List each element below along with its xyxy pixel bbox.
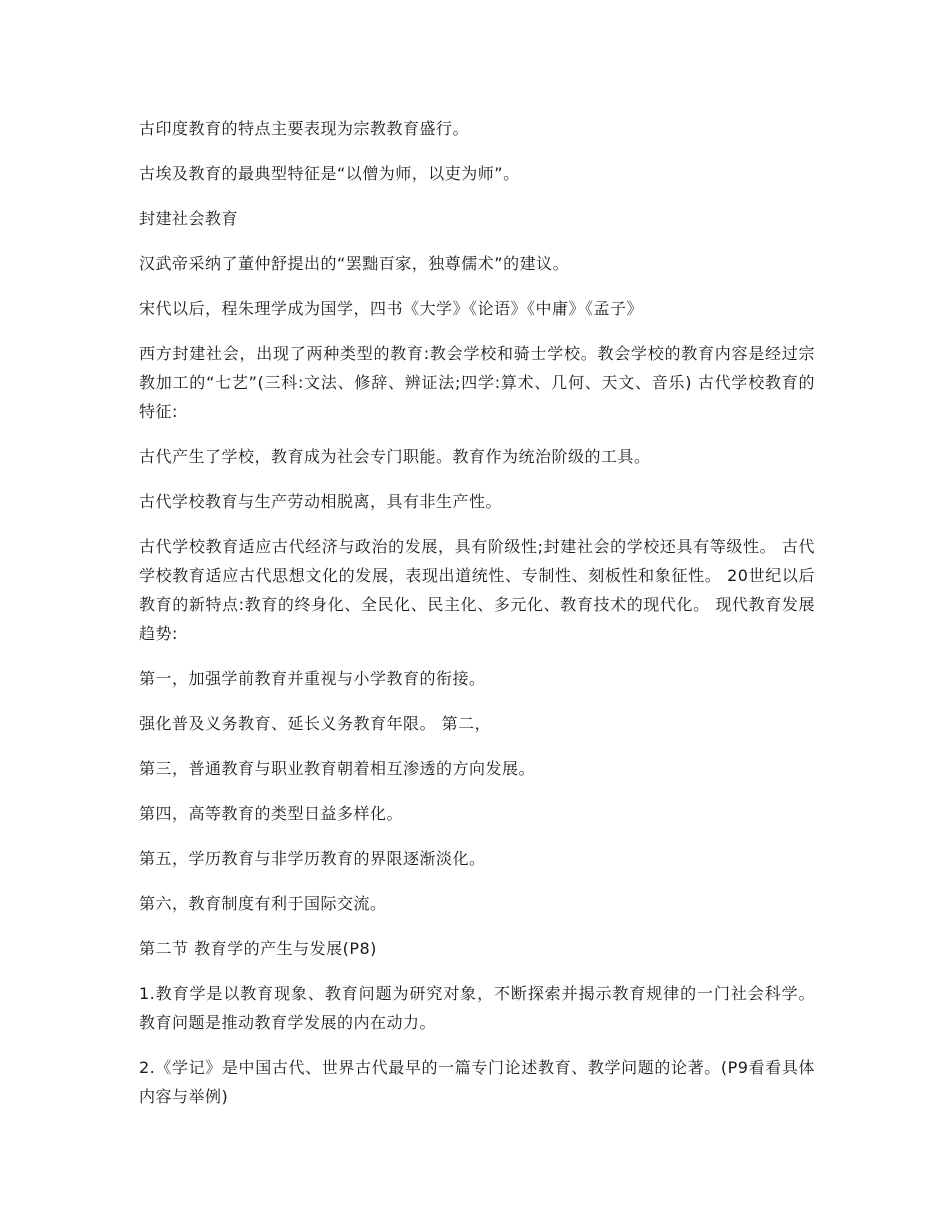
paragraph-class-nature: 古代学校教育适应古代经济与政治的发展，具有阶级性;封建社会的学校还具有等级性。 古代学校教育适应古代思想文化的发展，表现出道统性、专制性、刻板性和象征性。 20世纪以后教育的新特点:教育的终身化、全民化、民主化、多元化、教育技术的现代化。 现代教育发展趋势: <box>139 537 815 643</box>
paragraph-trend-first: 第一，加强学前教育并重视与小学教育的衔接。 <box>139 669 486 688</box>
paragraph-han-wudi: 汉武帝采纳了董仲舒提出的“罢黜百家，独尊儒术”的建议。 <box>139 254 570 273</box>
paragraph-trend-sixth: 第六，教育制度有利于国际交流。 <box>139 894 387 913</box>
paragraph-point-two: 2.《学记》是中国古代、世界古代最早的一篇专门论述教育、教学问题的论著。(P9看看具体内容与举例) <box>139 1058 815 1106</box>
paragraph-trend-third: 第三，普通教育与职业教育朝着相互渗透的方向发展。 <box>139 759 536 778</box>
paragraph-non-productive: 古代学校教育与生产劳动相脱离，具有非生产性。 <box>139 492 503 511</box>
paragraph-ancient-school: 古代产生了学校，教育成为社会专门职能。教育作为统治阶级的工具。 <box>139 447 651 466</box>
paragraph-egypt-education: 古埃及教育的最典型特征是“以僧为师，以吏为师”。 <box>139 164 520 183</box>
paragraph-point-one: 1.教育学是以教育现象、教育问题为研究对象，不断探索并揭示教育规律的一门社会科学。教育问题是推动教育学发展的内在动力。 <box>139 984 815 1032</box>
paragraph-india-education: 古印度教育的特点主要表现为宗教教育盛行。 <box>139 119 470 138</box>
heading-section-two: 第二节 教育学的产生与发展(P8) <box>139 939 377 958</box>
paragraph-trend-fourth: 第四，高等教育的类型日益多样化。 <box>139 804 404 823</box>
paragraph-song-dynasty: 宋代以后，程朱理学成为国学，四书《大学》《论语》《中庸》《孟子》 <box>139 299 644 318</box>
paragraph-trend-fifth: 第五，学历教育与非学历教育的界限逐渐淡化。 <box>139 849 486 868</box>
document-page <box>139 114 815 1127</box>
paragraph-trend-second: 强化普及义务教育、延长义务教育年限。 第二， <box>139 714 492 733</box>
paragraph-western-feudal: 西方封建社会，出现了两种类型的教育:教会学校和骑士学校。教会学校的教育内容是经过宗教加工的“七艺”(三科:文法、修辞、辨证法;四学:算术、几何、天文、音乐) 古代学校教育的特征: <box>139 344 815 421</box>
heading-feudal-education: 封建社会教育 <box>139 209 239 228</box>
